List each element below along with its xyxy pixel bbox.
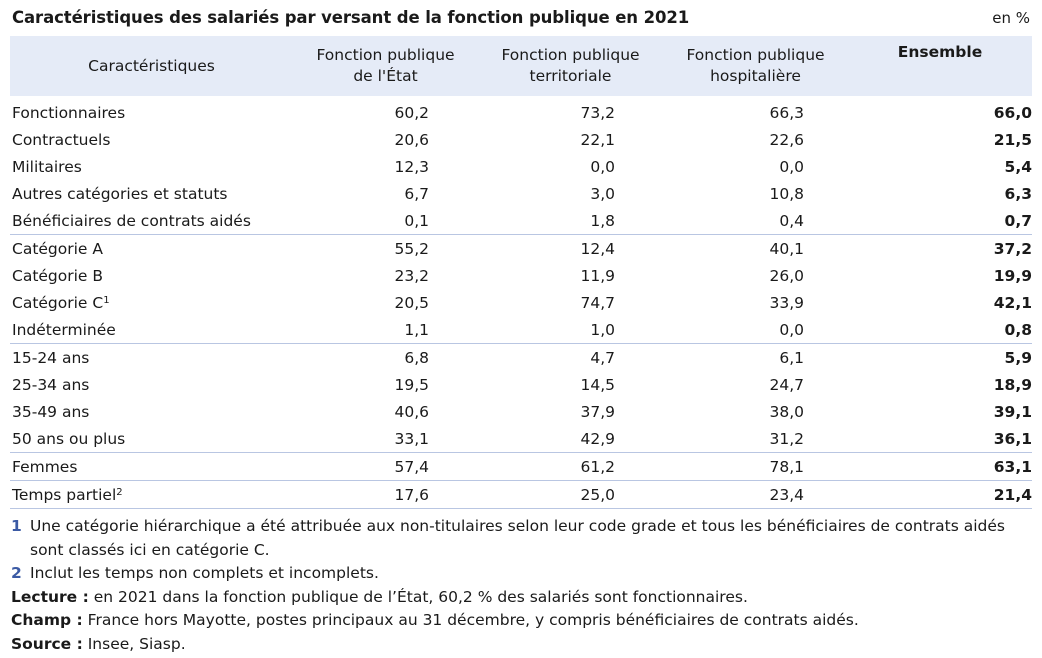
row-label-text: Femmes (12, 457, 78, 476)
cell-ensemble: 5,4 (1004, 157, 1032, 176)
cell-value: 6,7 (404, 184, 429, 203)
row-label-text: Militaires (12, 157, 82, 176)
row-label (10, 96, 293, 126)
table-row (10, 481, 1032, 509)
cell-ensemble: 66,0 (993, 103, 1032, 122)
row-label (10, 153, 293, 180)
meta-text: Insee, Siasp. (87, 634, 186, 653)
cell-value: 55,2 (394, 239, 429, 258)
cell-value: 0,1 (293, 207, 478, 235)
table-row (10, 96, 1032, 126)
row-label-text: Temps partiel (12, 485, 117, 504)
footnote-number: 1 (11, 517, 22, 535)
cell-value: 57,4 (293, 453, 478, 481)
cell-value: 33,9 (769, 293, 804, 312)
cell-value: 1,8 (478, 207, 663, 235)
row-label (10, 371, 293, 398)
cell-value: 10,8 (769, 184, 804, 203)
table-row (10, 153, 1032, 180)
cell-value: 6,1 (779, 348, 804, 367)
cell-value: 4,7 (590, 348, 615, 367)
header-ensemble-label: Ensemble (897, 43, 983, 61)
cell-value: 11,9 (580, 266, 615, 285)
table-row (10, 398, 1032, 425)
cell-value: 37,9 (580, 402, 615, 421)
cell-ensemble: 18,9 (993, 375, 1032, 394)
cell-value: 17,6 (293, 481, 478, 509)
cell-value: 1,1 (293, 316, 478, 344)
cell-value: 22,6 (769, 130, 804, 149)
data-table (10, 36, 1032, 509)
row-label-text: Bénéficiaires de contrats aidés (12, 211, 251, 230)
header-row (10, 36, 1032, 96)
cell-ensemble: 6,3 (1004, 184, 1032, 203)
cell-value: 60,2 (394, 103, 429, 122)
row-label-text: Autres catégories et statuts (12, 184, 228, 203)
header-characteristics-label: Caractéristiques (88, 56, 215, 75)
row-label-text: Catégorie A (12, 239, 104, 258)
meta-label: Source : (11, 634, 83, 653)
row-label (10, 207, 293, 235)
cell-ensemble: 36,1 (848, 425, 1032, 453)
footnote (11, 562, 1031, 586)
cell-value: 0,4 (663, 207, 848, 235)
cell-ensemble: 5,9 (1004, 348, 1032, 367)
cell-value: 12,3 (394, 157, 429, 176)
cell-value: 73,2 (580, 103, 615, 122)
cell-value: 25,0 (478, 481, 663, 509)
cell-value: 31,2 (663, 425, 848, 453)
header-fpt-line1: Fonction publique (501, 46, 640, 64)
row-label (10, 425, 293, 453)
header-characteristics (10, 36, 293, 96)
header-fpe-line2: de l'État (353, 67, 418, 85)
row-label (10, 344, 293, 372)
unit-label: en % (992, 9, 1030, 27)
cell-ensemble: 63,1 (848, 453, 1032, 481)
cell-value: 61,2 (478, 453, 663, 481)
cell-value: 26,0 (769, 266, 804, 285)
table-row (10, 453, 1032, 481)
table-row (10, 126, 1032, 153)
footnote-marker: 2 (116, 486, 123, 498)
header-fpt-line2: territoriale (529, 67, 612, 85)
cell-value: 40,1 (769, 239, 804, 258)
row-label-text: Catégorie C (12, 293, 104, 312)
cell-value: 0,0 (590, 157, 615, 176)
table-row (10, 180, 1032, 207)
meta-label: Champ : (11, 611, 83, 629)
header-fph (663, 36, 848, 96)
cell-ensemble: 21,5 (993, 130, 1032, 149)
row-label (10, 262, 293, 289)
header-ensemble (848, 36, 1032, 96)
row-label (10, 126, 293, 153)
row-label-text: Contractuels (12, 130, 111, 149)
cell-value: 12,4 (580, 239, 615, 258)
table-row (10, 262, 1032, 289)
row-label (10, 481, 293, 509)
footnote (11, 515, 1031, 562)
table-row (10, 344, 1032, 372)
cell-value: 20,5 (394, 293, 429, 312)
cell-value: 24,7 (769, 375, 804, 394)
meta-text: France hors Mayotte, postes principaux au 31 décembre, y compris bénéficiaires de contrats aidés. (87, 611, 859, 629)
row-label (10, 398, 293, 425)
meta-lines (11, 586, 1031, 657)
cell-ensemble: 21,4 (848, 481, 1032, 509)
table-row (10, 289, 1032, 316)
cell-value: 20,6 (394, 130, 429, 149)
table-row (10, 235, 1032, 263)
footnotes (11, 515, 1031, 586)
footnote-text: Une catégorie hiérarchique a été attribuée aux non-titulaires selon leur code grade et tous les bénéficiaires de contrats aidés sont classés ici en catégorie C. (30, 517, 1006, 559)
header-fph-line2: hospitalière (710, 67, 801, 85)
cell-ensemble: 42,1 (993, 293, 1032, 312)
cell-value: 6,8 (404, 348, 429, 367)
cell-ensemble: 19,9 (993, 266, 1032, 285)
cell-value: 14,5 (580, 375, 615, 394)
header-fph-line1: Fonction publique (686, 46, 825, 64)
cell-value: 0,0 (663, 316, 848, 344)
cell-value: 66,3 (769, 103, 804, 122)
row-label-text: Indéterminée (12, 320, 116, 339)
cell-value: 78,1 (663, 453, 848, 481)
header-fpe (293, 36, 478, 96)
meta-label: Lecture : (11, 587, 89, 606)
cell-value: 22,1 (580, 130, 615, 149)
table-row (10, 207, 1032, 235)
footnote-number: 2 (11, 564, 22, 582)
cell-value: 23,2 (394, 266, 429, 285)
meta-line (11, 633, 1031, 657)
row-label-text: 35-49 ans (12, 402, 90, 421)
row-label (10, 316, 293, 344)
row-label-text: Catégorie B (12, 266, 104, 285)
row-label (10, 180, 293, 207)
cell-value: 0,0 (779, 157, 804, 176)
cell-value: 1,0 (478, 316, 663, 344)
row-label (10, 235, 293, 263)
row-label (10, 453, 293, 481)
row-label (10, 289, 293, 316)
cell-value: 23,4 (663, 481, 848, 509)
table-row (10, 425, 1032, 453)
meta-line (11, 609, 1031, 633)
row-label-text: Fonctionnaires (12, 103, 126, 122)
table-title: Caractéristiques des salariés par versant de la fonction publique en 2021 (12, 8, 690, 27)
cell-ensemble: 37,2 (993, 239, 1032, 258)
cell-value: 19,5 (394, 375, 429, 394)
cell-value: 40,6 (394, 402, 429, 421)
meta-line (11, 586, 1031, 610)
footnote-marker: 1 (103, 294, 110, 306)
cell-ensemble: 0,7 (848, 207, 1032, 235)
cell-value: 74,7 (580, 293, 615, 312)
cell-value: 33,1 (293, 425, 478, 453)
cell-ensemble: 39,1 (993, 402, 1032, 421)
header-fpt (478, 36, 663, 96)
table-body (10, 96, 1032, 509)
cell-value: 3,0 (590, 184, 615, 203)
table-row (10, 371, 1032, 398)
table-row (10, 316, 1032, 344)
row-label-text: 50 ans ou plus (12, 429, 126, 448)
notes-section (11, 515, 1031, 656)
cell-value: 38,0 (769, 402, 804, 421)
header-fpe-line1: Fonction publique (316, 46, 455, 64)
meta-text: en 2021 dans la fonction publique de l’État, 60,2 % des salariés sont fonctionnaires. (93, 587, 748, 606)
cell-value: 42,9 (478, 425, 663, 453)
row-label-text: 15-24 ans (12, 348, 90, 367)
footnote-text: Inclut les temps non complets et incomplets. (30, 564, 379, 582)
cell-ensemble: 0,8 (848, 316, 1032, 344)
row-label-text: 25-34 ans (12, 375, 90, 394)
